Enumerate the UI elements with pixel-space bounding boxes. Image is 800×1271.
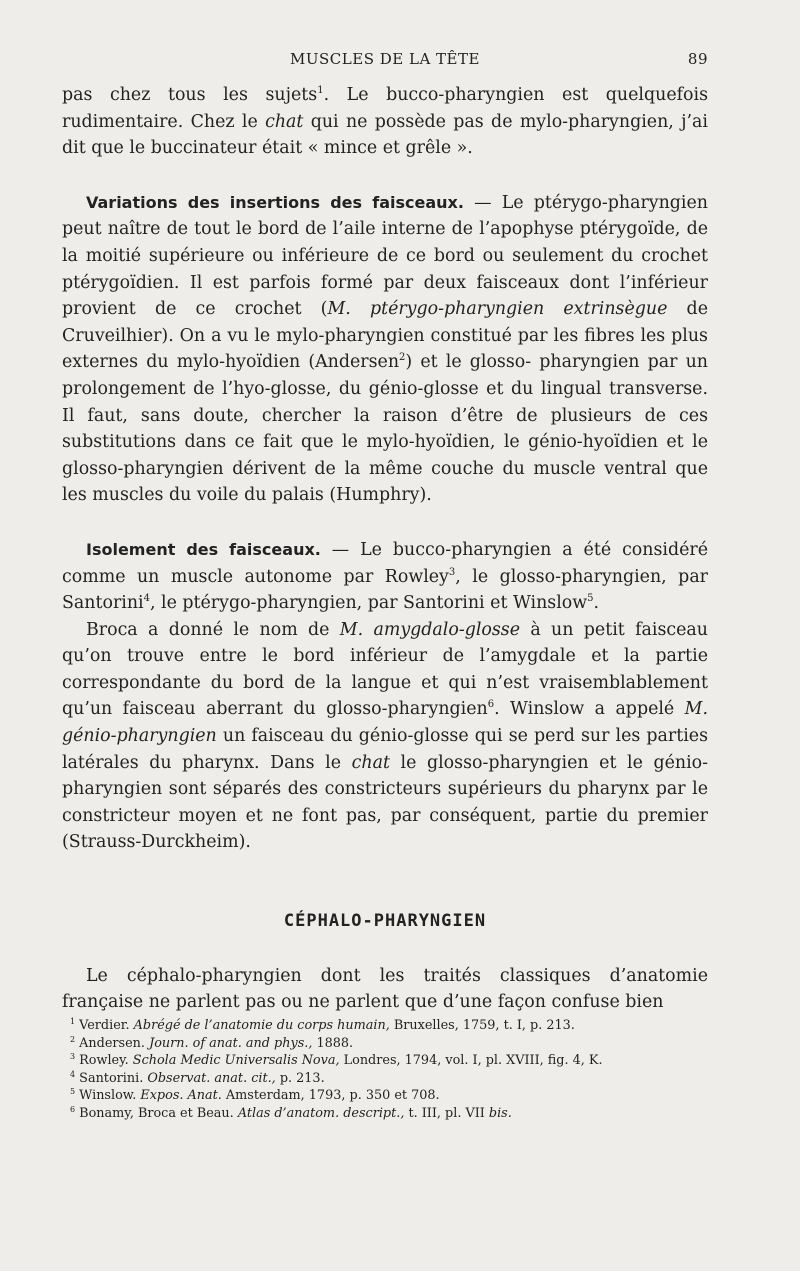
text-run: pas chez tous les sujets	[62, 85, 318, 105]
section-title: CÉPHALO-PHARYNGIEN	[283, 911, 487, 932]
footnote-title: Journ. of anat. and phys.,	[149, 1035, 313, 1051]
paragraph-cephalo	[62, 963, 708, 1016]
footnote-number: 5	[70, 1087, 76, 1096]
italic-term: chat	[265, 111, 304, 132]
subsection-heading: Variations des insertions des faisceaux.	[86, 192, 464, 212]
footnote-title: Atlas d’anatom. descript.,	[237, 1105, 405, 1121]
footnotes	[70, 1017, 710, 1122]
main-text	[62, 82, 708, 1016]
text-run: — Le ptérygo-pharyngien peut naître de tout le bord de l’aile interne de l’apophyse ptérygoïde, de la moitié supérieure ou inférieure de ce bord ou seulement du crochet ptérygoïdien. Il est parfois formé par deux faisceaux dont l’inférieur provient de ce crochet (	[62, 192, 708, 320]
footnote-text: Santorini.	[79, 1070, 148, 1086]
text-run: le glosso-pharyngien et le génio-pharyngien sont séparés des constricteurs supérieurs du pharynx par le constricteur moyen et ne font pas, par conséquent, partie du premier (Strauss-Durckheim).	[62, 752, 709, 853]
footnote-ref[interactable]: 3	[448, 566, 456, 578]
italic-term: M. ptérygo-pharyngien extrinsègue	[327, 299, 668, 320]
footnote-number: 1	[70, 1017, 76, 1026]
footnote-ref[interactable]: 1	[317, 85, 324, 96]
page-number: 89	[687, 50, 708, 68]
text-run: qui ne possède pas de mylo-pharyngien, j’ai dit que le buccinateur était « mince et grêle ».	[62, 111, 708, 159]
footnote-ref[interactable]: 6	[487, 699, 495, 711]
text-run: Broca a donné le nom de	[86, 619, 340, 640]
paragraph-isolement	[62, 537, 708, 617]
paragraph-variations	[62, 190, 708, 509]
text-run: .	[593, 593, 600, 614]
text-run: — Le bucco-pharyngien a été considéré comme un muscle autonome par Rowley	[62, 539, 708, 587]
paragraph-broca	[62, 617, 708, 856]
running-title: MUSCLES DE LA TÊTE	[290, 50, 480, 68]
footnote-text: Rowley.	[79, 1053, 133, 1068]
text-run: . Le bucco-pharyngien est quelquefois rudimentaire. Chez le	[62, 85, 708, 132]
footnote-ref[interactable]: 5	[587, 593, 594, 605]
footnote-title: Schola Medic Universalis Nova,	[132, 1053, 340, 1068]
footnote-text: Verdier.	[79, 1018, 134, 1033]
footnote-text: 1888.	[312, 1035, 354, 1051]
italic-term: M. génio-pharyngien	[62, 699, 708, 747]
footnote	[70, 1035, 710, 1053]
footnote-text: Amsterdam, 1793, p. 350 et 708.	[221, 1088, 440, 1103]
footnote-number: 3	[70, 1052, 76, 1061]
italic-term: chat	[351, 752, 390, 773]
footnote	[70, 1070, 710, 1088]
footnote-title: Expos. Anat.	[140, 1088, 222, 1103]
text-run: un faisceau du génio-glosse qui se perd sur les parties latérales du pharynx. Dans le	[62, 726, 708, 773]
text-run: . Winslow a appelé	[494, 699, 685, 720]
footnote-title: bis.	[488, 1105, 512, 1121]
footnote-title: Observat. anat. cit.,	[147, 1070, 276, 1086]
footnote-text: Winslow.	[79, 1088, 141, 1103]
footnote	[70, 1017, 710, 1035]
footnote-text: p. 213.	[275, 1070, 325, 1086]
text-run: , le glosso-pharyngien, par Santorini	[62, 566, 708, 614]
text-run: , le ptérygo-pharyngien, par Santorini et Winslow	[149, 593, 588, 614]
footnote-text: Bonamy, Broca et Beau.	[79, 1105, 238, 1121]
italic-term: M. amygdalo-glosse	[339, 619, 520, 640]
running-header	[62, 50, 708, 74]
text-run: Le céphalo-pharyngien dont les traités classiques d’anatomie française ne parlent pas ou ne parlent que d’une façon confuse bien	[62, 965, 708, 1013]
footnote-number: 6	[70, 1104, 76, 1114]
paragraph-1	[62, 82, 708, 162]
text-run: ) et le glosso- pharyngien par un prolongement de l’hyo-glosse, du génio-glosse et du lingual transverse. Il faut, sans doute, chercher la raison d’être de plusieurs de ces substitutions dans ce fait que le mylo-hyoïdien, le génio-hyoïdien et le glosso-pharyngien dérivent de la même couche du muscle ventral que les muscles du voile du palais (Humphry).	[62, 352, 708, 506]
text-run: de Cruveilhier). On a vu le mylo-pharyngien constitué par les fibres les plus externes du mylo-hyoïdien (Andersen	[62, 299, 708, 373]
subsection-heading: Isolement des faisceaux.	[86, 539, 321, 559]
footnote-ref[interactable]: 2	[399, 352, 406, 364]
footnote-number: 2	[70, 1034, 76, 1044]
footnote-text: Bruxelles, 1759, t. I, p. 213.	[389, 1018, 575, 1033]
footnote-title: Abrégé de l’anatomie du corps humain,	[133, 1018, 390, 1033]
text-run: à un petit faisceau qu’on trouve entre le bord inférieur de l’amygdale et la partie correspondante du bord de la langue et qui n’est vraisemblablement qu’un faisceau aberrant du glosso-pharyngien	[62, 619, 708, 720]
footnote-text: Andersen.	[79, 1035, 150, 1051]
footnote	[70, 1087, 710, 1105]
footnote-text: t. III, pl. VII	[404, 1105, 489, 1121]
footnote	[70, 1105, 710, 1123]
footnote-ref[interactable]: 4	[143, 593, 150, 605]
footnote	[70, 1052, 710, 1070]
footnote-number: 4	[70, 1069, 76, 1079]
footnote-text: Londres, 1794, vol. I, pl. XVIII, fig. 4, K.	[339, 1053, 603, 1068]
